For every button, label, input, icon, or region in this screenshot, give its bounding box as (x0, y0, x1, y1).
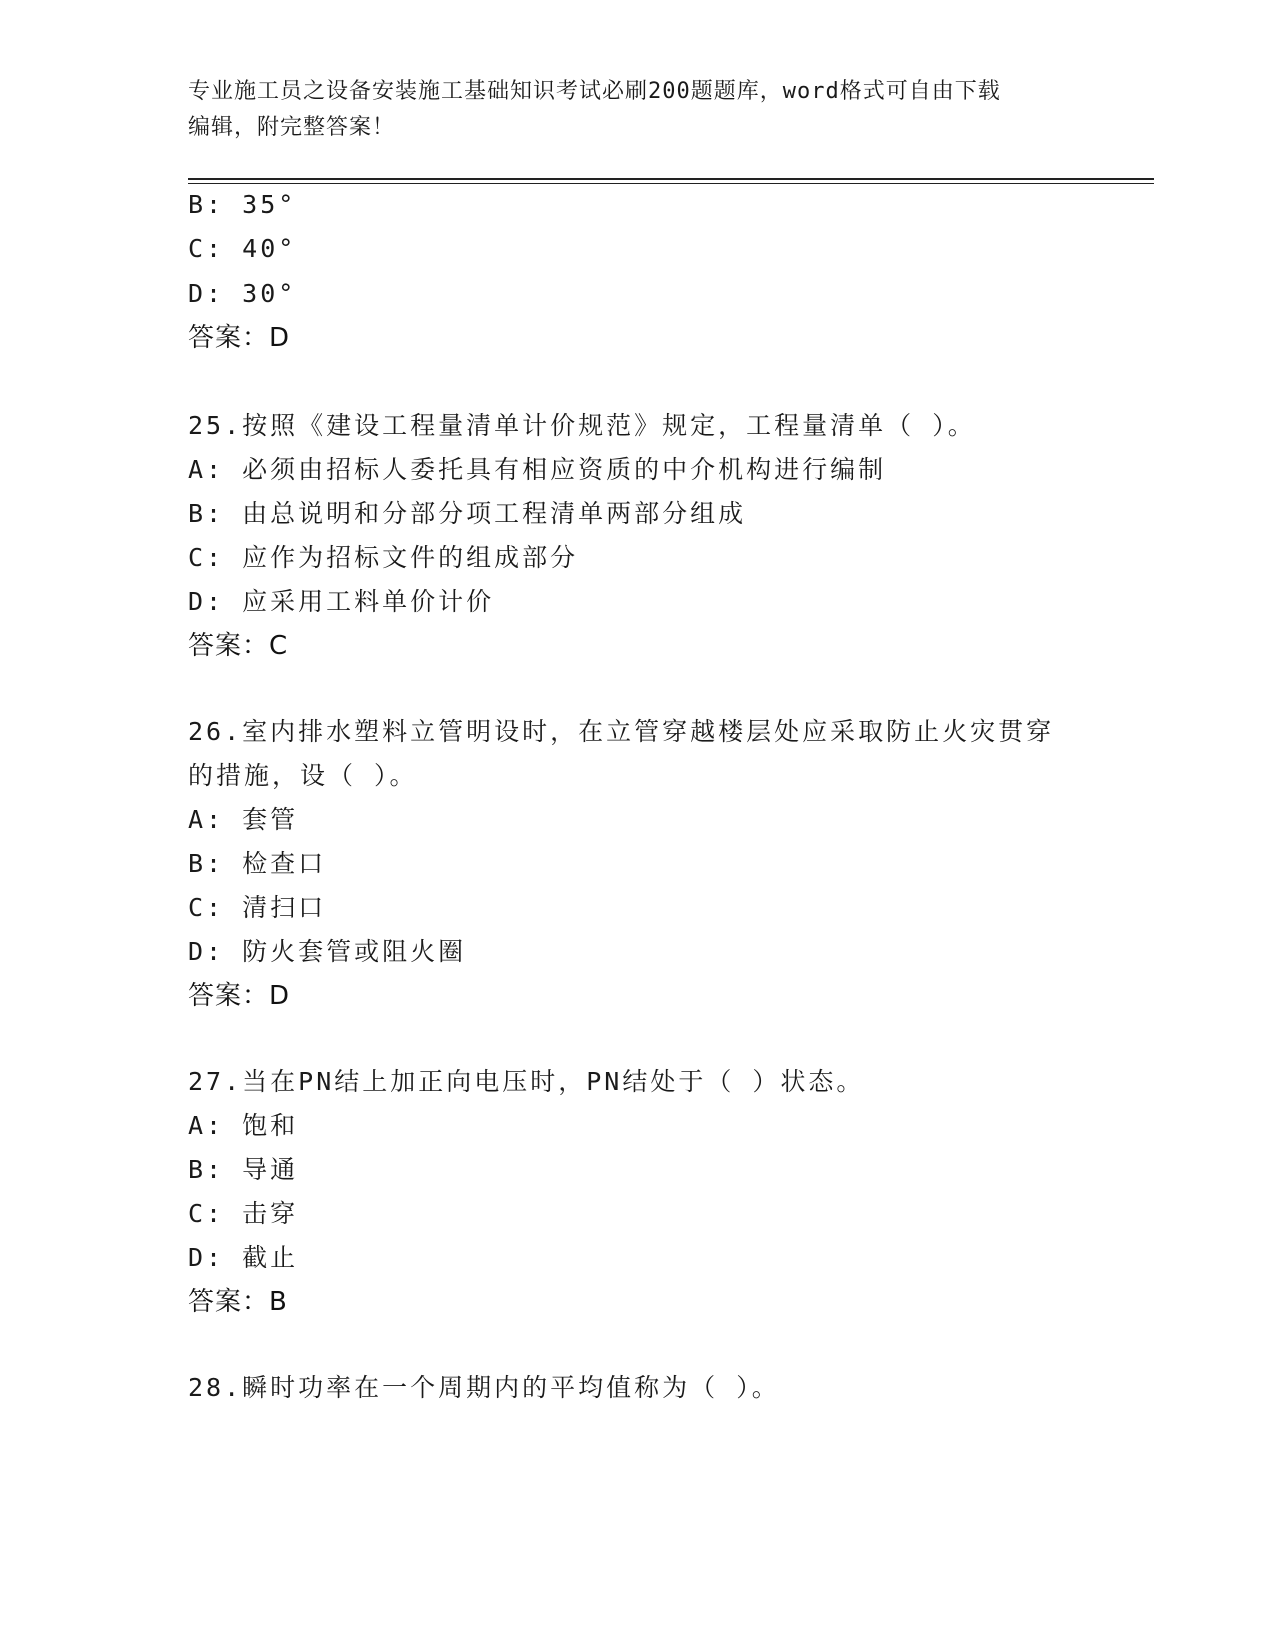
q25-option-c: C: 应作为招标文件的组成部分 (188, 543, 579, 572)
prev-answer: 答案：D (188, 323, 291, 353)
header-divider-thick (188, 178, 1154, 180)
q26-option-c: C: 清扫口 (188, 893, 327, 922)
q27-option-a: A: 饱和 (188, 1111, 299, 1140)
document-header (188, 74, 1068, 146)
q27-option-c: C: 击穿 (188, 1199, 299, 1228)
q26-option-d: D: 防火套管或阻火圈 (188, 937, 467, 966)
q27-stem: 27.当在PN结上加正向电压时，PN结处于（ ）状态。 (188, 1067, 865, 1096)
q25-option-a: A: 必须由招标人委托具有相应资质的中介机构进行编制 (188, 455, 887, 484)
header-divider-thin (188, 183, 1154, 184)
q25-option-b: B: 由总说明和分部分项工程清单两部分组成 (188, 499, 747, 528)
header-line-2: 编辑，附完整答案！ (188, 115, 396, 140)
prev-option-d: D: 30° (188, 279, 297, 308)
q26-stem-line-1: 26.室内排水塑料立管明设时，在立管穿越楼层处应采取防止火灾贯穿 (188, 717, 1055, 746)
q26-stem-line-2: 的措施，设（ ）。 (188, 761, 418, 790)
q25-option-d: D: 应采用工料单价计价 (188, 587, 495, 616)
q27-option-d: D: 截止 (188, 1243, 299, 1272)
q25-stem: 25.按照《建设工程量清单计价规范》规定，工程量清单（ ）。 (188, 411, 976, 440)
q26-option-b: B: 检查口 (188, 849, 327, 878)
q27-option-b: B: 导通 (188, 1155, 299, 1184)
q26-option-a: A: 套管 (188, 805, 299, 834)
q25-answer: 答案：C (188, 631, 289, 661)
q26-answer: 答案：D (188, 981, 291, 1011)
prev-option-b: B: 35° (188, 190, 297, 219)
q27-answer: 答案：B (188, 1287, 288, 1317)
prev-option-c: C: 40° (188, 234, 297, 263)
q28-stem: 28.瞬时功率在一个周期内的平均值称为（ ）。 (188, 1373, 780, 1402)
header-line-1: 专业施工员之设备安装施工基础知识考试必刷200题题库，word格式可自由下载 (188, 79, 1001, 104)
